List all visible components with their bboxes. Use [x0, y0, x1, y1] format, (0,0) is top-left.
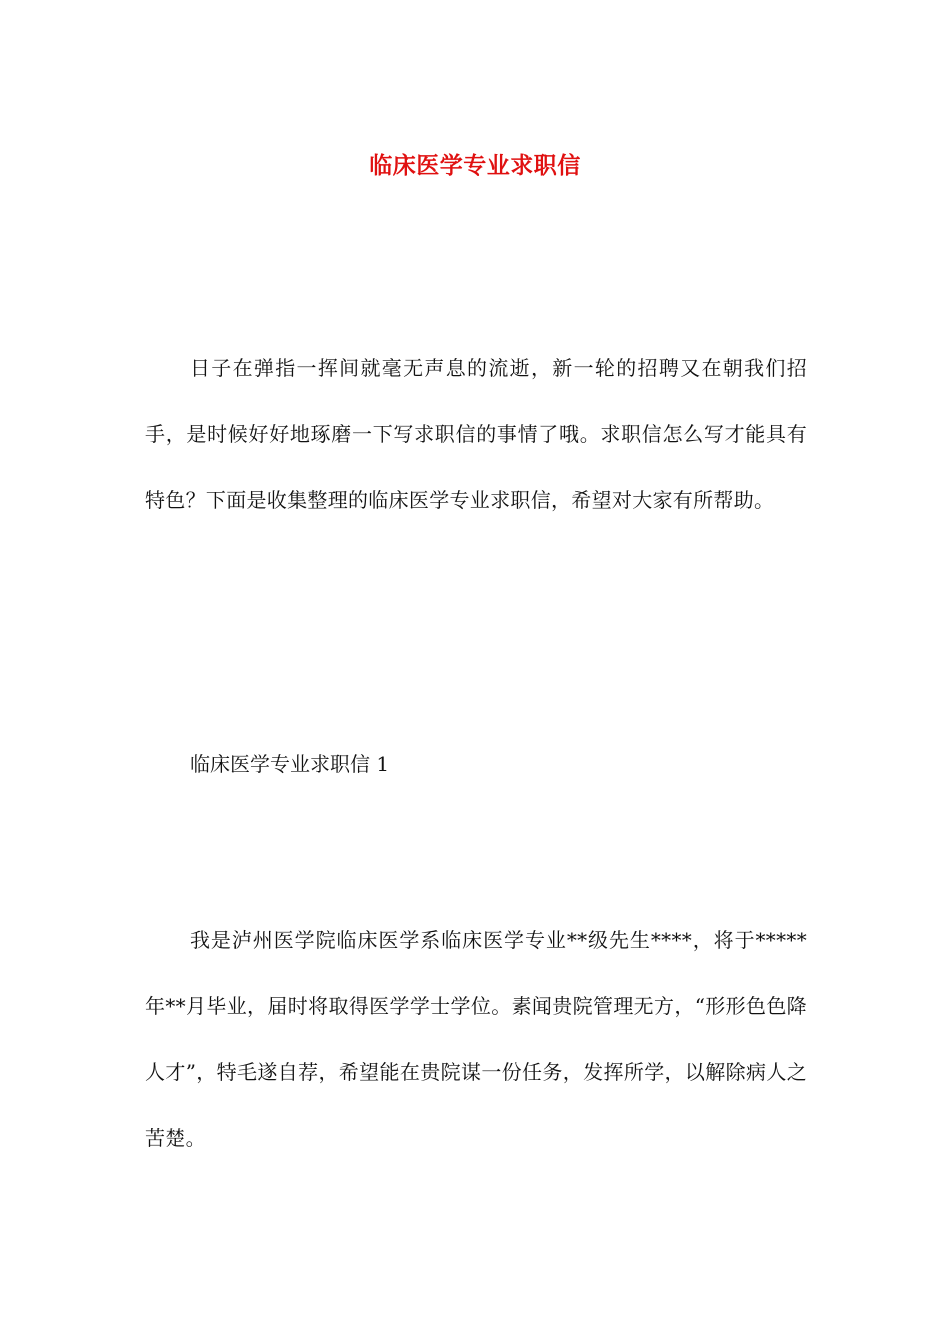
page-title: 临床医学专业求职信 — [369, 152, 581, 180]
section-heading: 临床医学专业求职信 1 — [190, 752, 390, 776]
letter-body-paragraph: 我是泸州医学院临床医学系临床医学专业**级先生****，将于*****年**月毕业，届时将取得医学学士学位。素闻贵院管理无方，“形形色色降人才”，特毛遂自荐，希望能在贵院谋一份任务，发挥所学，以解除病人之苦楚。 — [145, 928, 807, 1150]
intro-paragraph: 日子在弹指一挥间就毫无声息的流逝，新一轮的招聘又在朝我们招手，是时候好好地琢磨一下写求职信的事情了哦。求职信怎么写才能具有特色？下面是收集整理的临床医学专业求职信，希望对大家有所帮助。 — [145, 356, 807, 512]
